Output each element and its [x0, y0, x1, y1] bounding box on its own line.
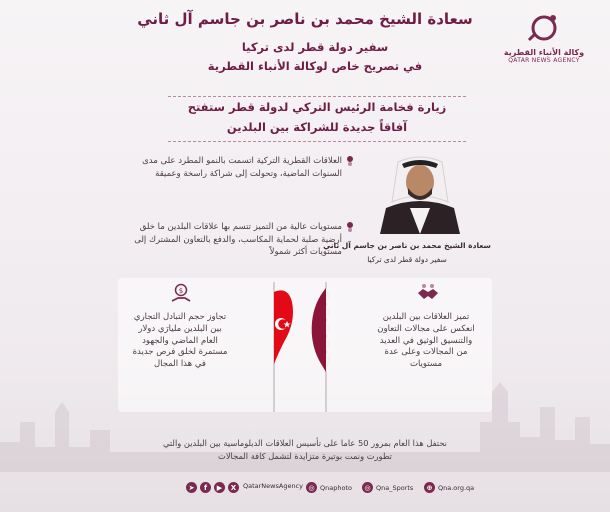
- qatar-flag-icon: [312, 288, 326, 372]
- logo-arabic-text: وكالة الأنباء القطرية: [503, 48, 585, 57]
- subtitle-statement: في تصريح خاص لوكالة الأنباء القطرية: [207, 59, 423, 73]
- bullet-relations-growth: العلاقات القطرية التركية اتسمت بالنمو المطرد على مدى السنوات الماضية، وتحولت إلى شراكة راسخة وعميقة: [142, 156, 342, 179]
- note-line-2: تطورت ونمت بوتيرة متزايدة لتشمل كافة المجالات: [218, 451, 392, 461]
- qatarnewsagency-label: QatarNewsAgency: [243, 482, 303, 490]
- youtube-icon: ▶: [214, 482, 225, 493]
- x-icon: X: [228, 482, 239, 493]
- qna-sports-label: Qna_Sports: [376, 483, 414, 492]
- ambassador-role: سفير دولة قطر لدى تركيا: [367, 255, 447, 264]
- instagram-icon: ◎: [306, 482, 317, 493]
- logo-english-text: QATAR NEWS AGENCY: [508, 57, 580, 64]
- subtitle-ambassador: سفير دولة قطر لدى تركيا: [241, 40, 389, 54]
- telegram-link[interactable]: [186, 482, 200, 493]
- bullet-marker-icon: [346, 222, 354, 232]
- telegram-icon: ➤: [186, 482, 197, 493]
- instagram-qnaphoto-link[interactable]: [306, 482, 352, 493]
- qatarnewsagency-link[interactable]: [243, 482, 303, 490]
- qna-logo-mark-icon: [524, 12, 564, 42]
- social-links-bar: [0, 482, 610, 502]
- website-label: Qna.org.qa: [438, 483, 475, 492]
- qna-logo: [496, 12, 592, 64]
- headline-line-1: زيارة فخامة الرئيس التركي لدولة قطر ستفتح: [187, 100, 447, 114]
- x-link[interactable]: [228, 482, 242, 493]
- facebook-link[interactable]: [200, 482, 214, 493]
- note-line-1: نحتفل هذا العام بمرور 50 عاما على تأسيس العلاقات الدبلوماسية بين البلدين والتي: [163, 438, 447, 448]
- trade-volume-text: تجاوز حجم التبادل التجاري بين البلدين مليارَي دولار العام الماضي والجهود مستمرة لخلق فرص جديدة في هذا المجال: [132, 312, 228, 370]
- instagram-sports-icon: ◎: [362, 482, 373, 493]
- website-link[interactable]: [424, 482, 474, 493]
- money-hand-icon: [170, 283, 192, 305]
- bullet-excellence-levels: مستويات عالية من التميز تتسم بها علاقات البلدين ما خلق أرضية صلبة لحماية المكاسب، والدفع بالتعاون المشترك إلى مستويات أكثر شمولاً: [134, 222, 342, 257]
- ambassador-name: سعادة الشيخ محمد بن ناصر بن جاسم آل ثاني: [323, 241, 491, 250]
- qnaphoto-label: Qnaphoto: [320, 483, 352, 492]
- qatar-turkey-flags: [248, 282, 358, 412]
- svg-text:$: $: [178, 287, 184, 295]
- headline-box: [168, 96, 466, 142]
- relations-cooperation-text: تميز العلاقات بين البلدين انعكس على مجالات التعاون والتنسيق الوثيق في العديد من المجالات وعلى عدة مستويات: [377, 312, 475, 370]
- page-title: سعادة الشيخ محمد بن ناصر بن جاسم آل ثاني: [137, 10, 473, 28]
- handshake-icon: [416, 283, 440, 305]
- youtube-link[interactable]: [214, 482, 228, 493]
- bullet-marker-icon: [346, 156, 354, 166]
- anniversary-note: [118, 437, 492, 463]
- instagram-sports-link[interactable]: [362, 482, 413, 493]
- ambassador-portrait: [372, 152, 468, 234]
- globe-icon: ⊕: [424, 482, 435, 493]
- facebook-icon: f: [200, 482, 211, 493]
- headline-line-2: آفاقاً جديدة للشراكة بين البلدين: [226, 120, 408, 134]
